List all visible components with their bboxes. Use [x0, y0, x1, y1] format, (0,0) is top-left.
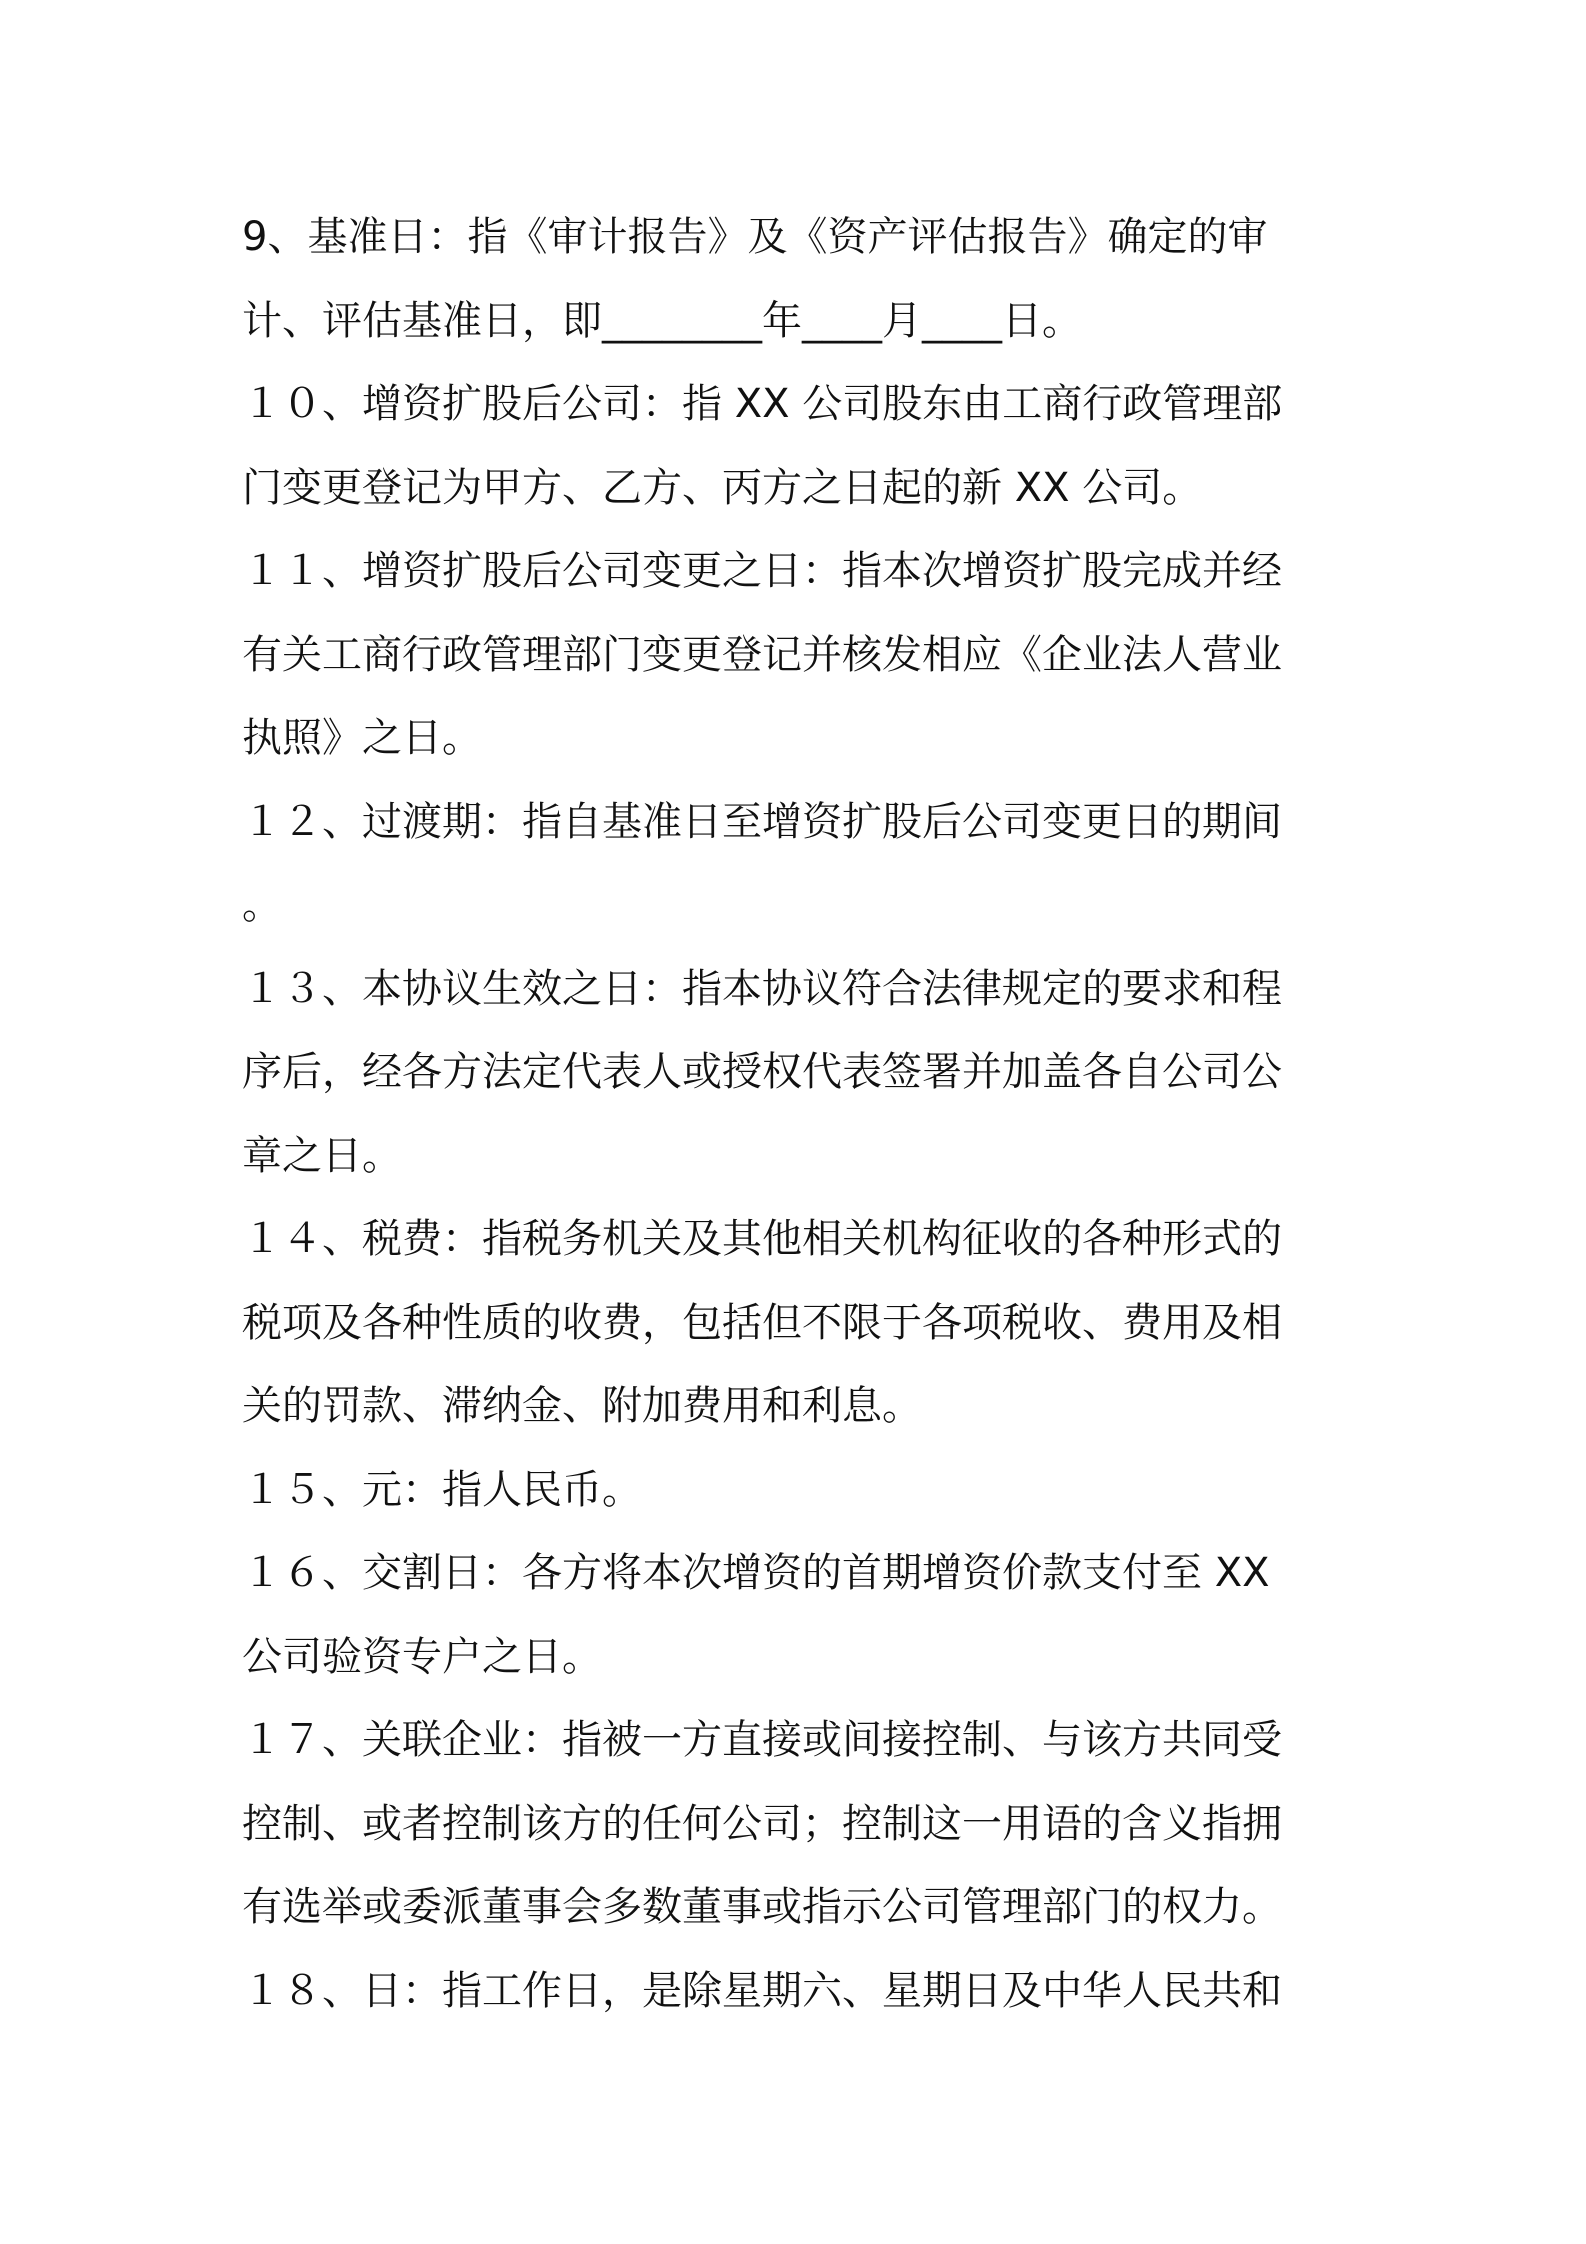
- text-line: 税项及各种性质的收费，包括但不限于各项税收、费用及相: [242, 1299, 1282, 1346]
- text-line: 控制、或者控制该方的任何公司；控制这一用语的含义指拥: [242, 1800, 1282, 1847]
- text-line: 关的罚款、滞纳金、附加费用和利息。: [242, 1383, 922, 1429]
- text-line: 9、基准日：指《审计报告》及《资产评估报告》确定的审: [242, 214, 1268, 260]
- text-line: １３、本协议生效之日：指本协议符合法律规定的要求和程: [242, 965, 1282, 1012]
- text-line: 计、评估基准日，即________年____月____日。: [242, 297, 1082, 344]
- text-line: 有关工商行政管理部门变更登记并核发相应《企业法人营业: [242, 631, 1282, 678]
- text-line: １７、关联企业：指被一方直接或间接控制、与该方共同受: [242, 1717, 1282, 1763]
- text-line: 公司验资专户之日。: [242, 1633, 602, 1680]
- text-line: １４、税费：指税务机关及其他相关机构征收的各种形式的: [242, 1216, 1282, 1262]
- text-line: 。: [242, 882, 282, 928]
- text-line: １６、交割日：各方将本次增资的首期增资价款支付至 XX: [242, 1550, 1270, 1596]
- text-line: １８、日：指工作日，是除星期六、星期日及中华人民共和: [242, 1967, 1282, 2014]
- text-line: １５、元：指人民币。: [242, 1466, 642, 1513]
- text-line: １２、过渡期：指自基准日至增资扩股后公司变更日的期间: [242, 798, 1282, 845]
- text-line: 章之日。: [242, 1132, 402, 1179]
- text-line: １１、增资扩股后公司变更之日：指本次增资扩股完成并经: [242, 548, 1282, 594]
- text-line: 门变更登记为甲方、乙方、丙方之日起的新 XX 公司。: [242, 464, 1203, 511]
- document-body: [242, 196, 1352, 2033]
- text-line: 序后，经各方法定代表人或授权代表签署并加盖各自公司公: [242, 1049, 1282, 1095]
- text-line: 执照》之日。: [242, 715, 482, 761]
- text-line: 有选举或委派董事会多数董事或指示公司管理部门的权力。: [242, 1884, 1282, 1930]
- text-line: １０、增资扩股后公司：指 XX 公司股东由工商行政管理部: [242, 381, 1283, 427]
